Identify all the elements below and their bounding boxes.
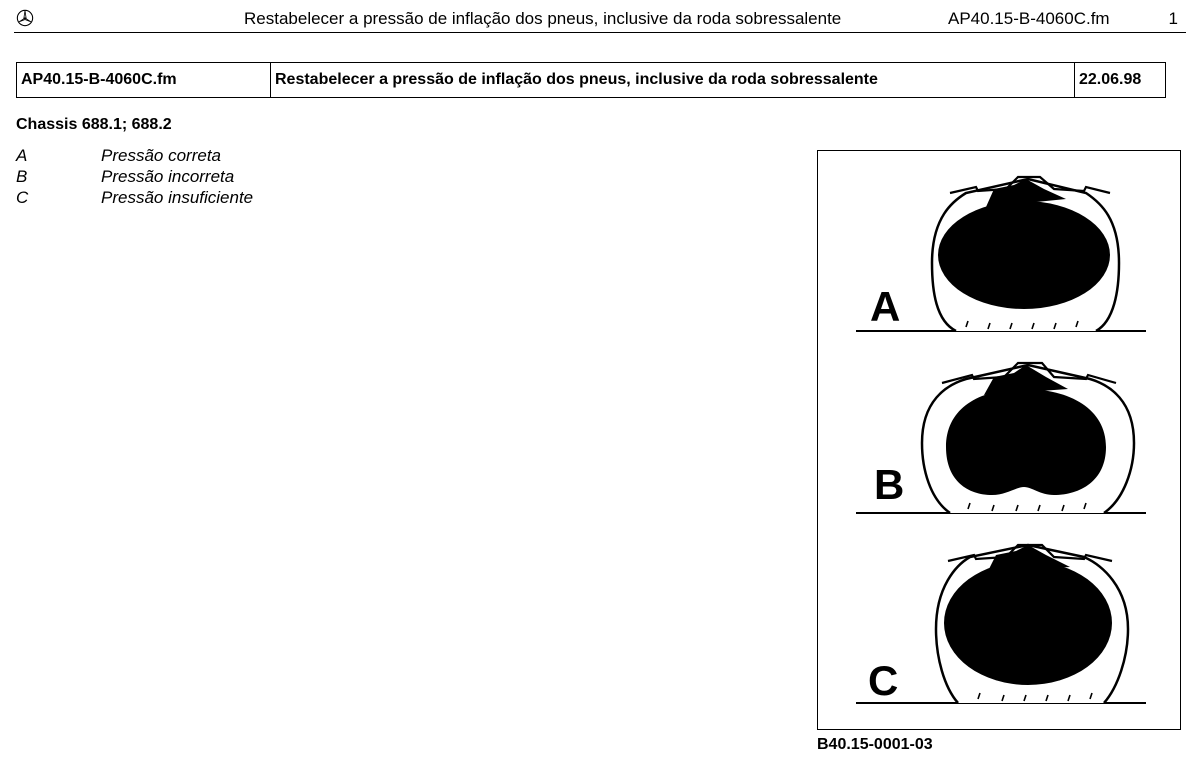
page-number: 1 (1168, 9, 1178, 28)
panel-label-c: C (868, 657, 899, 704)
tire-panel-b (856, 363, 1146, 513)
legend-key: C (16, 188, 29, 207)
info-row (17, 63, 1166, 98)
legend-key: B (16, 167, 28, 186)
tire-panel-a (856, 177, 1146, 331)
mercedes-star-icon (16, 9, 34, 27)
header-title: Restabelecer a pressão de inflação dos pneus, inclusive da roda sobressalente (244, 9, 842, 28)
page-header (14, 6, 1186, 33)
header-filename: AP40.15-B-4060C.fm (948, 9, 1110, 28)
info-file-cell: AP40.15-B-4060C.fm (17, 63, 271, 98)
panel-label-a: A (870, 283, 901, 330)
figure-caption: B40.15-0001-03 (817, 736, 933, 753)
info-title-cell: Restabelecer a pressão de inflação dos pneus, inclusive da roda sobressalente (271, 63, 1075, 98)
legend-text: Pressão incorreta (101, 167, 235, 186)
panel-label-b: B (874, 461, 905, 508)
legend-key: A (16, 146, 28, 165)
tire-panel-c (856, 545, 1146, 704)
legend-text: Pressão correta (101, 146, 221, 165)
tire-pressure-figure (817, 150, 1181, 730)
tire-illustration (818, 151, 1179, 728)
chassis-line: Chassis 688.1; 688.2 (16, 116, 172, 133)
document-info-table (16, 62, 1166, 98)
legend-text: Pressão insuficiente (101, 188, 254, 207)
info-date-cell: 22.06.98 (1075, 63, 1166, 98)
